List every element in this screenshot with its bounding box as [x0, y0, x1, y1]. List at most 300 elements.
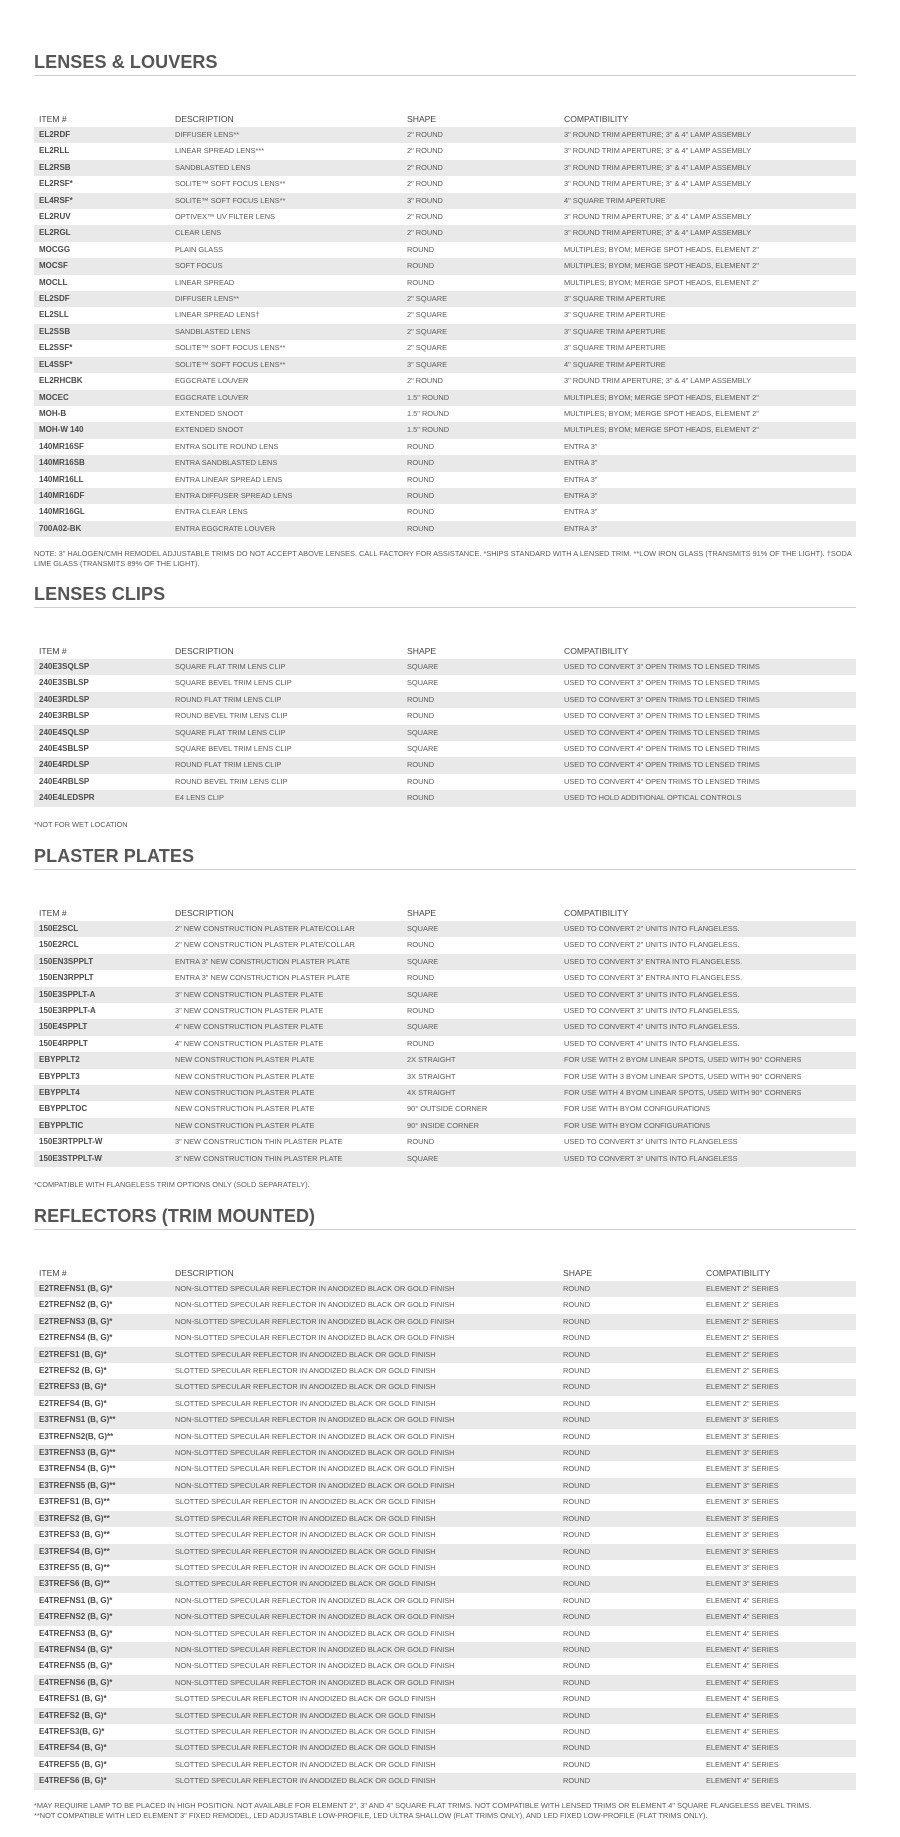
table-row	[34, 488, 856, 504]
table-row	[34, 521, 856, 537]
cell-compatibility: 3" SQUARE TRIM APERTURE	[564, 310, 666, 320]
table-row	[34, 324, 856, 340]
cell-shape: ROUND	[402, 790, 559, 806]
cell-shape: ROUND	[558, 1708, 701, 1724]
cell-compatibility: ENTRA 3"	[564, 441, 598, 451]
cell-shape: ROUND	[558, 1379, 701, 1395]
cell-shape: ROUND	[402, 488, 559, 504]
cell-description: E4 LENS CLIP	[170, 790, 402, 806]
column-header-item-number: ITEM #	[39, 114, 67, 124]
cell-item-number: E4TREFS2 (B, G)*	[34, 1708, 170, 1724]
cell-item-number: E4TREFS1 (B, G)*	[39, 1694, 107, 1704]
cell-compatibility: FOR USE WITH BYOM CONFIGURATIONS	[564, 1104, 711, 1114]
cell-shape: ROUND	[407, 711, 435, 721]
column-header-description: DESCRIPTION	[175, 646, 234, 656]
table-row	[34, 675, 856, 691]
table-row	[34, 1642, 856, 1658]
cell-shape: ROUND	[407, 277, 435, 287]
cell-description: SLOTTED SPECULAR REFLECTOR IN ANODIZED BLACK OR GOLD FINISH	[175, 1497, 436, 1507]
cell-shape: ROUND	[407, 776, 435, 786]
cell-description: NEW CONSTRUCTION PLASTER PLATE	[175, 1071, 315, 1081]
table-header-row	[34, 111, 856, 127]
cell-description: SANDBLASTED LENS	[170, 324, 402, 340]
cell-item-number: E3TREFS5 (B, G)**	[39, 1562, 110, 1572]
cell-description: SQUARE FLAT TRIM LENS CLIP	[170, 725, 402, 741]
cell-compatibility: 3" ROUND TRIM APERTURE; 3" & 4" LAMP ASSEMBLY	[559, 160, 856, 176]
cell-compatibility: ELEMENT 3" SERIES	[706, 1497, 779, 1507]
cell-compatibility: USED TO CONVERT 3" OPEN TRIMS TO LENSED TRIMS	[559, 659, 856, 675]
cell-description: EXTENDED SNOOT	[170, 422, 402, 438]
cell-shape: 2" SQUARE	[402, 324, 559, 340]
cell-item-number: E3TREFNS5 (B, G)**	[34, 1478, 170, 1494]
table-row	[34, 774, 856, 790]
cell-item-number: 140MR16SB	[34, 455, 170, 471]
table-row	[34, 1151, 856, 1167]
cell-shape: ROUND	[558, 1347, 701, 1363]
column-header-item-number: ITEM #	[39, 1268, 67, 1278]
cell-description: ROUND BEVEL TRIM LENS CLIP	[175, 711, 288, 721]
cell-item-number: EL2RUV	[39, 212, 71, 222]
cell-compatibility: USED TO CONVERT 3" UNITS INTO FLANGELESS	[559, 1151, 856, 1167]
cell-item-number: E4TREFNS6 (B, G)*	[34, 1675, 170, 1691]
cell-description: EXTENDED SNOOT	[175, 408, 244, 418]
cell-item-number: E2TREFNS1 (B, G)*	[34, 1281, 170, 1297]
cell-shape: ROUND	[402, 692, 559, 708]
cell-shape: SQUARE	[402, 954, 559, 970]
cell-compatibility: USED TO CONVERT 3" UNITS INTO FLANGELESS	[564, 1137, 738, 1147]
column-header-description: DESCRIPTION	[175, 1268, 234, 1278]
column-header-compatibility: COMPATIBILITY	[564, 908, 629, 918]
cell-item-number: EL2RSB	[34, 160, 170, 176]
cell-description: 3" NEW CONSTRUCTION THIN PLASTER PLATE	[175, 1137, 343, 1147]
table-header-row	[34, 643, 856, 659]
table-row	[34, 1036, 856, 1052]
cell-item-number: EL2SSB	[34, 324, 170, 340]
cell-item-number: E3TREFNS3 (B, G)**	[34, 1445, 170, 1461]
cell-shape: ROUND	[407, 1137, 435, 1147]
cell-description: SLOTTED SPECULAR REFLECTOR IN ANODIZED BLACK OR GOLD FINISH	[175, 1726, 436, 1736]
cell-shape: 2" ROUND	[402, 127, 559, 143]
cell-item-number: 240E4LEDSPR	[34, 790, 170, 806]
cell-description: SOLITE™ SOFT FOCUS LENS**	[170, 357, 402, 373]
cell-shape: 90° INSIDE CORNER	[402, 1118, 559, 1134]
cell-description: PLAIN GLASS	[175, 244, 224, 254]
cell-description: NON-SLOTTED SPECULAR REFLECTOR IN ANODIZED BLACK OR GOLD FINISH	[175, 1661, 455, 1671]
cell-description: SLOTTED SPECULAR REFLECTOR IN ANODIZED BLACK OR GOLD FINISH	[170, 1511, 558, 1527]
cell-compatibility: ELEMENT 3" SERIES	[701, 1576, 856, 1592]
cell-description: ENTRA 3" NEW CONSTRUCTION PLASTER PLATE	[175, 973, 350, 983]
cell-description: NEW CONSTRUCTION PLASTER PLATE	[175, 1104, 315, 1114]
cell-shape: ROUND	[563, 1431, 591, 1441]
section-plaster-plates	[34, 843, 856, 1190]
cell-item-number: E3TREFNS1 (B, G)**	[34, 1412, 170, 1428]
cell-compatibility: 3" SQUARE TRIM APERTURE	[559, 291, 856, 307]
cell-item-number: EBYPPLTIC	[34, 1118, 170, 1134]
cell-compatibility: ELEMENT 4" SERIES	[706, 1628, 779, 1638]
table-row	[34, 1544, 856, 1560]
cell-shape: 2X STRAIGHT	[402, 1052, 559, 1068]
cell-shape: ROUND	[563, 1694, 591, 1704]
cell-item-number: 150E3SPPLT-A	[34, 987, 170, 1003]
cell-item-number: EL2RSF*	[39, 179, 73, 189]
cell-shape: 90° OUTSIDE CORNER	[407, 1104, 488, 1114]
cell-item-number: EL2SLL	[39, 310, 69, 320]
cell-item-number: EL2RGL	[34, 225, 170, 241]
cell-compatibility: MULTIPLES; BYOM; MERGE SPOT HEADS, ELEMENT 2"	[564, 277, 759, 287]
table-row	[34, 1379, 856, 1395]
cell-description: ENTRA SOLITE ROUND LENS	[175, 441, 279, 451]
cell-description: ENTRA LINEAR SPREAD LENS	[175, 474, 283, 484]
column-header-item-number: ITEM #	[39, 908, 67, 918]
cell-item-number: E4TREFS5 (B, G)*	[39, 1759, 107, 1769]
cell-shape: 2" SQUARE	[402, 291, 559, 307]
cell-item-number: E4TREFNS1 (B, G)*	[39, 1595, 113, 1605]
cell-item-number: 140MR16LL	[39, 474, 84, 484]
section-lenses-louvers	[34, 49, 856, 569]
section-note: *MAY REQUIRE LAMP TO BE PLACED IN HIGH POSITION. NOT AVAILABLE FOR ELEMENT 2", 3" AND 4" SQUARE FLAT TRIMS. NOT COMPATIBLE WITH LENSED TRIMS OR ELEMENT 4" SQUARE FLANGELESS BEVEL TRIMS.	[34, 1800, 812, 1810]
cell-description: SLOTTED SPECULAR REFLECTOR IN ANODIZED BLACK OR GOLD FINISH	[170, 1544, 558, 1560]
table-row	[34, 1019, 856, 1035]
cell-description: ENTRA EGGCRATE LOUVER	[170, 521, 402, 537]
cell-shape: ROUND	[563, 1530, 591, 1540]
lenses-louvers-table	[34, 111, 856, 537]
table-row	[34, 406, 856, 422]
cell-description: NON-SLOTTED SPECULAR REFLECTOR IN ANODIZED BLACK OR GOLD FINISH	[175, 1333, 455, 1343]
cell-description: SOLITE™ SOFT FOCUS LENS**	[175, 179, 286, 189]
cell-item-number: EL2RHCBK	[39, 376, 83, 386]
cell-item-number: E3TREFS1 (B, G)**	[39, 1497, 110, 1507]
cell-item-number: E2TREFS4 (B, G)*	[39, 1398, 107, 1408]
cell-shape: 2" ROUND	[407, 179, 443, 189]
cell-description: OPTIVEX™ UV FILTER LENS	[175, 212, 276, 222]
cell-description: SOLITE™ SOFT FOCUS LENS**	[170, 193, 402, 209]
cell-shape: ROUND	[407, 1038, 435, 1048]
table-row	[34, 209, 856, 225]
table-row	[34, 1003, 856, 1019]
cell-compatibility: ELEMENT 3" SERIES	[706, 1530, 779, 1540]
cell-compatibility: USED TO CONVERT 2" UNITS INTO FLANGELESS.	[559, 921, 856, 937]
table-row	[34, 307, 856, 323]
cell-item-number: 150E3RTPPLT-W	[39, 1137, 103, 1147]
cell-shape: SQUARE	[407, 678, 439, 688]
cell-item-number: 140MR16SF	[39, 441, 84, 451]
table-row	[34, 373, 856, 389]
cell-description: SLOTTED SPECULAR REFLECTOR IN ANODIZED BLACK OR GOLD FINISH	[175, 1759, 436, 1769]
cell-shape: 2" ROUND	[402, 225, 559, 241]
cell-compatibility: USED TO CONVERT 3" OPEN TRIMS TO LENSED TRIMS	[564, 678, 760, 688]
table-row	[34, 659, 856, 675]
cell-shape: ROUND	[402, 455, 559, 471]
cell-item-number: E3TREFS2 (B, G)**	[34, 1511, 170, 1527]
cell-compatibility: ELEMENT 3" SERIES	[701, 1412, 856, 1428]
cell-compatibility: MULTIPLES; BYOM; MERGE SPOT HEADS, ELEMENT 2"	[559, 422, 856, 438]
cell-item-number: E3TREFS3 (B, G)**	[39, 1530, 110, 1540]
cell-description: 3" NEW CONSTRUCTION PLASTER PLATE	[170, 987, 402, 1003]
cell-compatibility: ENTRA 3"	[559, 521, 856, 537]
table-row	[34, 1757, 856, 1773]
cell-description: NON-SLOTTED SPECULAR REFLECTOR IN ANODIZED BLACK OR GOLD FINISH	[170, 1412, 558, 1428]
cell-item-number: 240E3RBLSP	[39, 711, 90, 721]
cell-description: NON-SLOTTED SPECULAR REFLECTOR IN ANODIZED BLACK OR GOLD FINISH	[170, 1478, 558, 1494]
cell-compatibility: USED TO CONVERT 3" UNITS INTO FLANGELESS.	[564, 1006, 740, 1016]
cell-shape: ROUND	[563, 1333, 591, 1343]
cell-item-number: EL2SDF	[34, 291, 170, 307]
table-row	[34, 1118, 856, 1134]
cell-description: DIFFUSER LENS**	[170, 291, 402, 307]
cell-item-number: 700A02-BK	[34, 521, 170, 537]
table-row	[34, 390, 856, 406]
cell-shape: ROUND	[402, 258, 559, 274]
cell-description: ENTRA 3" NEW CONSTRUCTION PLASTER PLATE	[170, 954, 402, 970]
cell-shape: ROUND	[563, 1464, 591, 1474]
section-title: REFLECTORS (TRIM MOUNTED)	[34, 1203, 856, 1230]
column-header-compatibility: COMPATIBILITY	[564, 114, 629, 124]
table-row	[34, 1461, 856, 1477]
table-row	[34, 455, 856, 471]
cell-shape: ROUND	[563, 1595, 591, 1605]
table-row	[34, 1708, 856, 1724]
cell-shape: ROUND	[558, 1544, 701, 1560]
cell-shape: 2" SQUARE	[407, 310, 447, 320]
cell-compatibility: ELEMENT 2" SERIES	[706, 1366, 779, 1376]
cell-description: EGGCRATE LOUVER	[175, 376, 249, 386]
cell-compatibility: 3" ROUND TRIM APERTURE; 3" & 4" LAMP ASSEMBLY	[559, 127, 856, 143]
cell-compatibility: USED TO CONVERT 4" UNITS INTO FLANGELESS.	[559, 1019, 856, 1035]
cell-description: 4" NEW CONSTRUCTION PLASTER PLATE	[170, 1019, 402, 1035]
table-row	[34, 340, 856, 356]
cell-compatibility: FOR USE WITH BYOM CONFIGURATIONS	[559, 1118, 856, 1134]
cell-item-number: 240E4SBLSP	[39, 744, 89, 754]
cell-description: NON-SLOTTED SPECULAR REFLECTOR IN ANODIZED BLACK OR GOLD FINISH	[170, 1609, 558, 1625]
cell-description: LINEAR SPREAD	[175, 277, 235, 287]
column-header-shape: SHAPE	[407, 646, 437, 656]
cell-item-number: MOH-B	[39, 408, 67, 418]
cell-shape: ROUND	[407, 474, 435, 484]
table-row	[34, 1363, 856, 1379]
table-row	[34, 1396, 856, 1412]
table-row	[34, 291, 856, 307]
column-header-compatibility: COMPATIBILITY	[706, 1268, 771, 1278]
table-row	[34, 1740, 856, 1756]
table-row	[34, 1314, 856, 1330]
table-row	[34, 954, 856, 970]
cell-compatibility: ENTRA 3"	[559, 488, 856, 504]
table-row	[34, 225, 856, 241]
table-row	[34, 1429, 856, 1445]
cell-compatibility: USED TO CONVERT 2" UNITS INTO FLANGELESS.	[564, 940, 740, 950]
cell-compatibility: 3" ROUND TRIM APERTURE; 3" & 4" LAMP ASSEMBLY	[564, 179, 752, 189]
cell-shape: 3X STRAIGHT	[407, 1071, 456, 1081]
table-row	[34, 987, 856, 1003]
cell-shape: ROUND	[558, 1412, 701, 1428]
cell-description: NEW CONSTRUCTION PLASTER PLATE	[170, 1118, 402, 1134]
cell-description: NON-SLOTTED SPECULAR REFLECTOR IN ANODIZED BLACK OR GOLD FINISH	[170, 1281, 558, 1297]
section-note: NOTE: 3" HALOGEN/CMH REMODEL ADJUSTABLE TRIMS DO NOT ACCEPT ABOVE LENSES. CALL FACTORY FOR ASSISTANCE. *SHIPS STANDARD WITH A LENSED TRIM. **LOW IRON GLASS (TRANSMITS 91% OF THE LIGHT). †SODA LIME GLASS (TRANSMITS 89% OF THE LIGHT).	[34, 549, 852, 569]
cell-compatibility: ENTRA 3"	[564, 474, 598, 484]
cell-compatibility: USED TO CONVERT 3" OPEN TRIMS TO LENSED TRIMS	[564, 711, 760, 721]
column-header-item-number: ITEM #	[39, 646, 67, 656]
cell-description: LINEAR SPREAD LENS†	[175, 310, 260, 320]
cell-compatibility: ELEMENT 2" SERIES	[706, 1333, 779, 1343]
column-header-shape: SHAPE	[563, 1268, 593, 1278]
cell-shape: 3" ROUND	[402, 193, 559, 209]
cell-item-number: EL2RDF	[34, 127, 170, 143]
cell-compatibility: ELEMENT 4" SERIES	[706, 1759, 779, 1769]
cell-compatibility: ELEMENT 3" SERIES	[706, 1431, 779, 1441]
table-row	[34, 1085, 856, 1101]
cell-description: NON-SLOTTED SPECULAR REFLECTOR IN ANODIZED BLACK OR GOLD FINISH	[170, 1675, 558, 1691]
table-row	[34, 1576, 856, 1592]
table-row	[34, 357, 856, 373]
cell-item-number: E3TREFS6 (B, G)**	[34, 1576, 170, 1592]
cell-compatibility: ENTRA 3"	[564, 507, 598, 517]
cell-shape: ROUND	[558, 1773, 701, 1789]
cell-description: SLOTTED SPECULAR REFLECTOR IN ANODIZED BLACK OR GOLD FINISH	[170, 1708, 558, 1724]
cell-item-number: E4TREFNS3 (B, G)*	[39, 1628, 113, 1638]
cell-shape: ROUND	[563, 1300, 591, 1310]
table-row	[34, 1330, 856, 1346]
cell-description: SQUARE BEVEL TRIM LENS CLIP	[175, 744, 292, 754]
cell-item-number: E4TREFNS4 (B, G)*	[34, 1642, 170, 1658]
cell-shape: ROUND	[563, 1398, 591, 1408]
cell-shape: ROUND	[558, 1478, 701, 1494]
cell-item-number: E4TREFNS5 (B, G)*	[39, 1661, 113, 1671]
table-row	[34, 1527, 856, 1543]
cell-description: SLOTTED SPECULAR REFLECTOR IN ANODIZED BLACK OR GOLD FINISH	[175, 1694, 436, 1704]
cell-description: ENTRA DIFFUSER SPREAD LENS	[170, 488, 402, 504]
cell-item-number: MOH-W 140	[34, 422, 170, 438]
cell-compatibility: USED TO CONVERT 3" ENTRA INTO FLANGELESS.	[559, 954, 856, 970]
cell-shape: SQUARE	[402, 987, 559, 1003]
cell-item-number: MOCGG	[39, 244, 71, 254]
cell-description: SLOTTED SPECULAR REFLECTOR IN ANODIZED BLACK OR GOLD FINISH	[175, 1530, 436, 1540]
cell-compatibility: ELEMENT 2" SERIES	[701, 1314, 856, 1330]
cell-compatibility: ELEMENT 4" SERIES	[701, 1609, 856, 1625]
cell-item-number: E3TREFNS2(B, G)**	[39, 1431, 114, 1441]
cell-shape: ROUND	[563, 1726, 591, 1736]
cell-compatibility: USED TO HOLD ADDITIONAL OPTICAL CONTROLS	[559, 790, 856, 806]
column-header-shape: SHAPE	[407, 114, 437, 124]
table-row	[34, 1494, 856, 1510]
cell-description: NON-SLOTTED SPECULAR REFLECTOR IN ANODIZED BLACK OR GOLD FINISH	[175, 1628, 455, 1638]
cell-compatibility: MULTIPLES; BYOM; MERGE SPOT HEADS, ELEMENT 2"	[564, 408, 759, 418]
cell-shape: ROUND	[558, 1445, 701, 1461]
cell-description: ROUND FLAT TRIM LENS CLIP	[170, 692, 402, 708]
cell-shape: ROUND	[402, 521, 559, 537]
plaster-plates-table	[34, 905, 856, 1167]
cell-compatibility: ELEMENT 2" SERIES	[706, 1300, 779, 1310]
table-row	[34, 160, 856, 176]
table-row	[34, 1675, 856, 1691]
table-row	[34, 708, 856, 724]
table-row	[34, 1560, 856, 1576]
cell-description: NON-SLOTTED SPECULAR REFLECTOR IN ANODIZED BLACK OR GOLD FINISH	[170, 1314, 558, 1330]
cell-compatibility: FOR USE WITH 4 BYOM LINEAR SPOTS, USED WITH 90° CORNERS	[559, 1085, 856, 1101]
cell-description: NON-SLOTTED SPECULAR REFLECTOR IN ANODIZED BLACK OR GOLD FINISH	[170, 1445, 558, 1461]
cell-shape: 1.5" ROUND	[402, 390, 559, 406]
table-row	[34, 1773, 856, 1789]
cell-description: NON-SLOTTED SPECULAR REFLECTOR IN ANODIZED BLACK OR GOLD FINISH	[175, 1595, 455, 1605]
cell-item-number: 150E2SCL	[34, 921, 170, 937]
cell-item-number: E4TREFNS2 (B, G)*	[34, 1609, 170, 1625]
cell-description: ROUND FLAT TRIM LENS CLIP	[170, 757, 402, 773]
cell-item-number: EL2RLL	[39, 146, 70, 156]
section-note: *COMPATIBLE WITH FLANGELESS TRIM OPTIONS ONLY (SOLD SEPARATELY).	[34, 1180, 310, 1190]
table-row	[34, 1724, 856, 1740]
table-row	[34, 439, 856, 455]
cell-item-number: 150E3STPPLT-W	[34, 1151, 170, 1167]
cell-item-number: E4TREFS6 (B, G)*	[34, 1773, 170, 1789]
cell-shape: ROUND	[407, 973, 435, 983]
cell-shape: ROUND	[558, 1740, 701, 1756]
cell-item-number: E2TREFNS2 (B, G)*	[39, 1300, 113, 1310]
cell-compatibility: USED TO CONVERT 4" OPEN TRIMS TO LENSED TRIMS	[559, 757, 856, 773]
cell-shape: SQUARE	[402, 659, 559, 675]
cell-compatibility: ENTRA 3"	[559, 455, 856, 471]
cell-shape: ROUND	[563, 1628, 591, 1638]
table-row	[34, 692, 856, 708]
cell-shape: 1.5" ROUND	[402, 422, 559, 438]
cell-item-number: E3TREFNS4 (B, G)**	[39, 1464, 116, 1474]
cell-compatibility: ELEMENT 4" SERIES	[701, 1773, 856, 1789]
cell-item-number: 240E4RDLSP	[34, 757, 170, 773]
column-header-compatibility: COMPATIBILITY	[564, 646, 629, 656]
cell-compatibility: ELEMENT 4" SERIES	[706, 1595, 779, 1605]
cell-description: SOFT FOCUS	[170, 258, 402, 274]
cell-shape: 3" SQUARE	[402, 357, 559, 373]
cell-item-number: 150E3RPPLT-A	[39, 1006, 96, 1016]
cell-item-number: E2TREFNS3 (B, G)*	[34, 1314, 170, 1330]
column-header-description: DESCRIPTION	[175, 114, 234, 124]
cell-item-number: 140MR16GL	[39, 507, 85, 517]
lenses-clips-table	[34, 643, 856, 807]
cell-item-number: 150E4SPPLT	[34, 1019, 170, 1035]
cell-item-number: 140MR16DF	[34, 488, 170, 504]
table-row	[34, 937, 856, 953]
table-row	[34, 1052, 856, 1068]
cell-shape: ROUND	[402, 757, 559, 773]
column-header-description: DESCRIPTION	[175, 908, 234, 918]
cell-item-number: E2TREFS2 (B, G)*	[39, 1366, 107, 1376]
cell-item-number: 240E4RBLSP	[39, 776, 90, 786]
cell-shape: 1.5" ROUND	[407, 408, 450, 418]
cell-description: SLOTTED SPECULAR REFLECTOR IN ANODIZED BLACK OR GOLD FINISH	[170, 1347, 558, 1363]
cell-compatibility: 3" SQUARE TRIM APERTURE	[559, 324, 856, 340]
cell-item-number: 150E4RPPLT	[39, 1038, 88, 1048]
cell-description: DIFFUSER LENS**	[170, 127, 402, 143]
cell-description: SQUARE BEVEL TRIM LENS CLIP	[175, 678, 292, 688]
table-row	[34, 790, 856, 806]
table-header-row	[34, 905, 856, 921]
cell-item-number: E2TREFNS4 (B, G)*	[39, 1333, 113, 1343]
cell-item-number: 150E2RCL	[39, 940, 79, 950]
table-header-row	[34, 1265, 856, 1281]
cell-compatibility: USED TO CONVERT 4" OPEN TRIMS TO LENSED TRIMS	[564, 744, 760, 754]
table-row	[34, 1347, 856, 1363]
table-row	[34, 725, 856, 741]
cell-description: 2" NEW CONSTRUCTION PLASTER PLATE/COLLAR	[170, 921, 402, 937]
cell-shape: 2" ROUND	[407, 376, 443, 386]
cell-item-number: MOCSF	[34, 258, 170, 274]
cell-item-number: EBYPPLT4	[34, 1085, 170, 1101]
cell-description: 3" NEW CONSTRUCTION PLASTER PLATE	[175, 1006, 324, 1016]
table-row	[34, 1297, 856, 1313]
cell-item-number: E2TREFS3 (B, G)*	[34, 1379, 170, 1395]
cell-shape: 2" ROUND	[402, 160, 559, 176]
cell-item-number: EL2SSF*	[39, 343, 73, 353]
cell-compatibility: ELEMENT 3" SERIES	[701, 1478, 856, 1494]
cell-shape: ROUND	[558, 1511, 701, 1527]
